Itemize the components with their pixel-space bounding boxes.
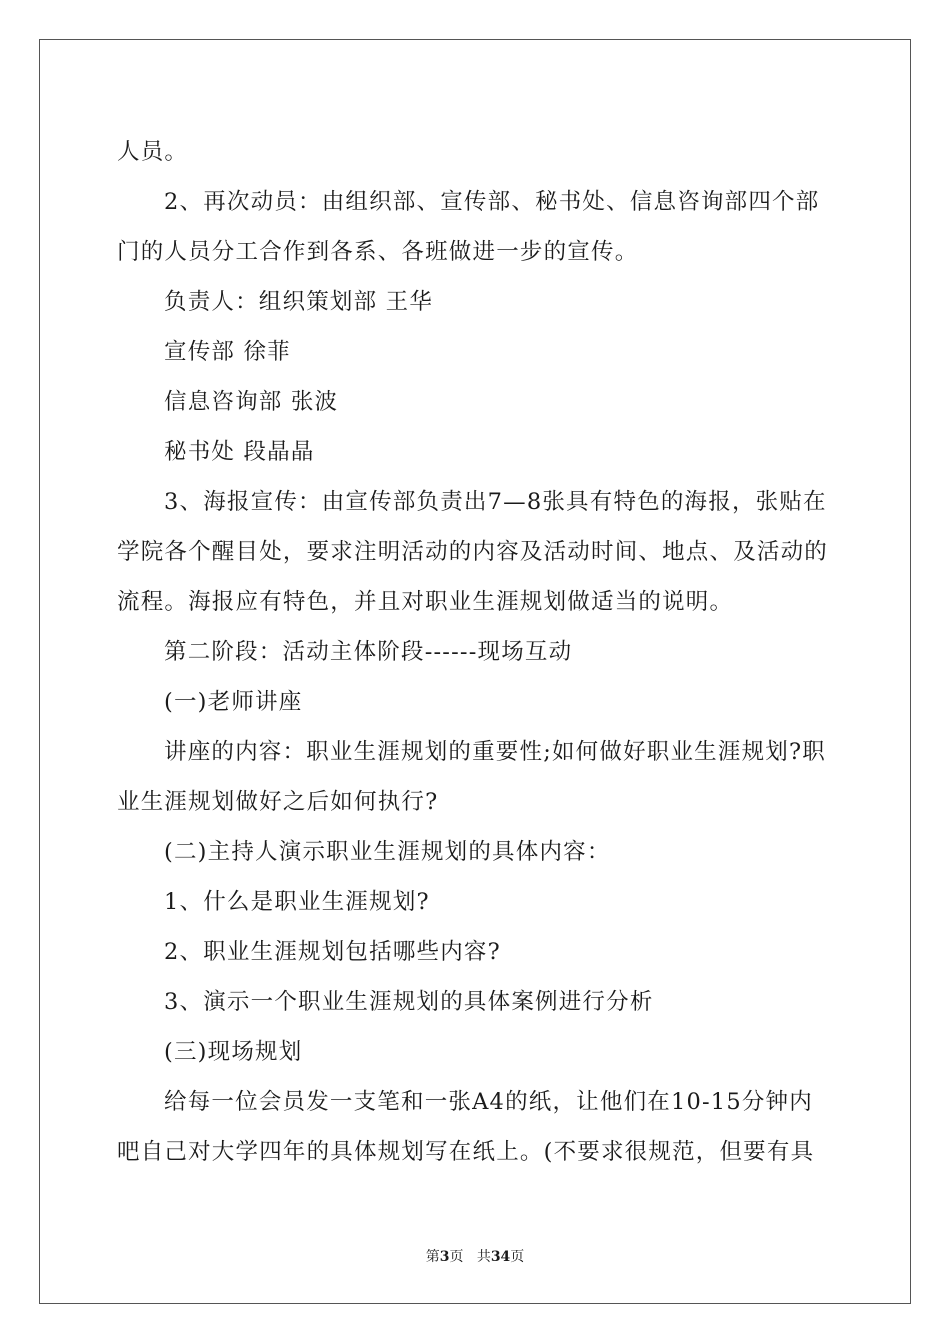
text-line: 信息咨询部 张波 xyxy=(164,389,339,415)
text-line: 流程。海报应有特色，并且对职业生涯规划做适当的说明。 xyxy=(117,589,734,615)
text-line: 秘书处 段晶晶 xyxy=(164,439,315,465)
section-heading: 第二阶段：活动主体阶段------现场互动 xyxy=(164,639,573,665)
text-line: 吧自己对大学四年的具体规划写在纸上。(不要求很规范，但要有具 xyxy=(117,1139,815,1165)
list-item: 1、什么是职业生涯规划? xyxy=(164,889,430,915)
text-line: 负责人：组织策划部 王华 xyxy=(164,289,434,315)
total-pages: 34 xyxy=(490,1249,511,1265)
text-line: 业生涯规划做好之后如何执行? xyxy=(117,789,439,815)
page-prefix: 第 xyxy=(425,1249,440,1265)
text-line: 门的人员分工合作到各系、各班做进一步的宣传。 xyxy=(117,239,639,265)
page-number: 3 xyxy=(439,1249,450,1265)
page-footer xyxy=(0,1247,950,1267)
total-suffix: 页 xyxy=(510,1249,525,1265)
text-line: 人员。 xyxy=(117,139,189,165)
text-line: 给每一位会员发一支笔和一张A4的纸，让他们在10-15分钟内 xyxy=(164,1089,813,1115)
list-item: 2、职业生涯规划包括哪些内容? xyxy=(164,939,501,965)
document-body xyxy=(117,127,835,1177)
subsection-heading: (二)主持人演示职业生涯规划的具体内容： xyxy=(164,839,611,865)
text-line: 3、海报宣传：由宣传部负责出7—8张具有特色的海报，张贴在 xyxy=(164,489,827,515)
subsection-heading: (三)现场规划 xyxy=(164,1039,303,1065)
text-line: 讲座的内容：职业生涯规划的重要性;如何做好职业生涯规划?职 xyxy=(164,739,826,765)
page-suffix: 页 xyxy=(449,1249,464,1265)
text-line: 宣传部 徐菲 xyxy=(164,339,291,365)
subsection-heading: (一)老师讲座 xyxy=(164,689,303,715)
list-item: 3、演示一个职业生涯规划的具体案例进行分析 xyxy=(164,989,654,1015)
total-prefix: 共 xyxy=(476,1249,491,1265)
text-line: 2、再次动员：由组织部、宣传部、秘书处、信息咨询部四个部 xyxy=(164,189,820,215)
text-line: 学院各个醒目处，要求注明活动的内容及活动时间、地点、及活动的 xyxy=(117,539,829,565)
